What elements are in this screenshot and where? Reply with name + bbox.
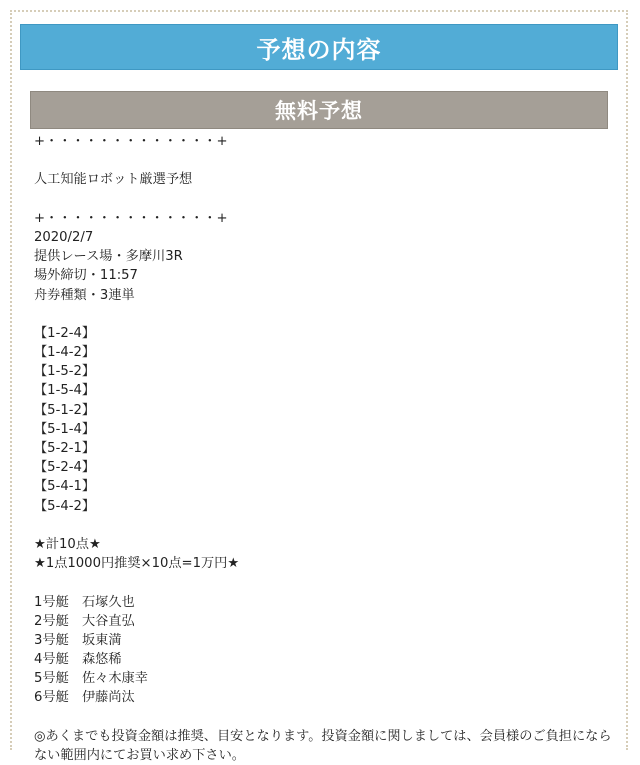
racer-item: 6号艇 伊藤尚汰 bbox=[34, 690, 135, 706]
race-date: 2020/2/7 bbox=[34, 229, 94, 245]
racer-item: 1号艇 石塚久也 bbox=[34, 594, 135, 610]
blank-line bbox=[34, 190, 614, 209]
page-title: 予想の内容 bbox=[256, 35, 382, 64]
pick-item: 【5-1-4】 bbox=[34, 421, 96, 437]
blank-line bbox=[34, 708, 614, 727]
pick-item: 【5-4-1】 bbox=[34, 479, 96, 495]
race-venue: 提供レース場・多摩川3R bbox=[34, 249, 183, 265]
pick-item: 【5-1-2】 bbox=[34, 402, 96, 418]
pick-item: 【5-2-1】 bbox=[34, 441, 96, 456]
pick-item: 【1-5-4】 bbox=[34, 383, 96, 399]
section-title-bar bbox=[30, 91, 608, 129]
ticket-type: 舟券種類・3連単 bbox=[34, 287, 135, 303]
blank-line bbox=[34, 151, 614, 170]
divider-top: +・・・・・・・・・・・・・+ bbox=[34, 134, 228, 149]
racer-item: 5号艇 佐々木康幸 bbox=[34, 671, 148, 687]
pick-item: 【1-2-4】 bbox=[34, 325, 96, 341]
divider-mid: +・・・・・・・・・・・・・+ bbox=[34, 210, 228, 226]
blank-line bbox=[34, 305, 614, 324]
prediction-content bbox=[34, 132, 614, 765]
race-deadline: 場外締切・11:57 bbox=[34, 268, 138, 284]
total-points: ★計10点★ bbox=[34, 536, 101, 552]
picks-list bbox=[34, 324, 614, 516]
pick-item: 【1-5-2】 bbox=[34, 364, 96, 380]
pick-item: 【1-4-2】 bbox=[34, 345, 96, 361]
pick-item: 【5-2-4】 bbox=[34, 460, 96, 476]
racer-item: 2号艇 大谷直弘 bbox=[34, 613, 135, 629]
page-title-bar bbox=[20, 24, 618, 70]
racer-item: 4号艇 森悠稀 bbox=[34, 652, 122, 668]
pick-item: 【5-4-2】 bbox=[34, 498, 96, 514]
racer-list bbox=[34, 593, 614, 708]
blank-line bbox=[34, 516, 614, 535]
racer-item: 3号艇 坂東満 bbox=[34, 632, 122, 648]
bet-recommendation: ★1点1000円推奨×10点=1万円★ bbox=[34, 556, 240, 572]
investment-note: ◎あくまでも投資金額は推奨、目安となります。投資金額に関しましては、会員様のご負担にならない範囲内にてお買い求め下さい。 bbox=[34, 728, 612, 764]
section-title: 無料予想 bbox=[275, 99, 363, 123]
blank-line bbox=[34, 573, 614, 592]
headline: 人工知能ロボット厳選予想 bbox=[34, 172, 193, 188]
